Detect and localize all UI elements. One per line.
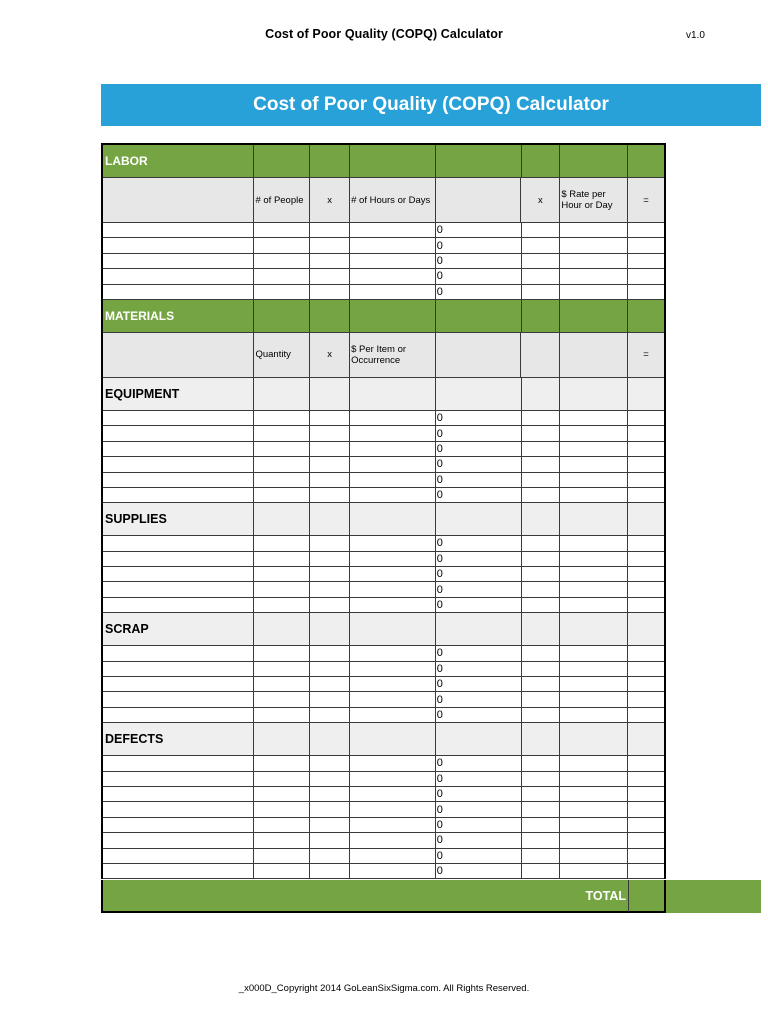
table-row (103, 646, 664, 661)
input-cell[interactable] (628, 833, 664, 847)
input-cell[interactable] (310, 692, 350, 706)
quantity-column-header: Quantity (254, 333, 310, 377)
input-cell[interactable] (522, 536, 561, 550)
input-cell[interactable] (522, 426, 561, 440)
input-cell[interactable] (310, 802, 350, 816)
input-cell[interactable] (254, 269, 310, 283)
input-cell[interactable] (350, 772, 436, 786)
input-cell[interactable] (522, 552, 561, 566)
subtotal-cell[interactable]: 0 (436, 552, 522, 566)
input-cell[interactable] (103, 536, 254, 550)
input-cell[interactable] (628, 285, 664, 299)
input-cell[interactable] (310, 457, 350, 471)
input-cell[interactable] (522, 756, 561, 770)
table-row (103, 692, 664, 707)
input-cell[interactable] (310, 772, 350, 786)
input-cell[interactable] (103, 708, 254, 722)
input-cell[interactable] (310, 756, 350, 770)
input-cell[interactable] (254, 442, 310, 456)
input-cell[interactable] (628, 598, 664, 612)
subtotal-cell[interactable]: 0 (436, 692, 522, 706)
input-cell[interactable] (522, 457, 561, 471)
input-cell[interactable] (254, 802, 310, 816)
subtotal-cell[interactable]: 0 (436, 285, 522, 299)
subtotal-cell[interactable]: 0 (436, 677, 522, 691)
input-cell[interactable] (350, 833, 436, 847)
table-row (103, 662, 664, 677)
input-cell[interactable] (103, 677, 254, 691)
input-cell[interactable] (103, 223, 254, 237)
table-row (103, 442, 664, 457)
input-cell[interactable] (254, 833, 310, 847)
subtotal-cell[interactable]: 0 (436, 818, 522, 832)
input-cell[interactable] (350, 802, 436, 816)
input-cell[interactable] (254, 787, 310, 801)
input-cell[interactable] (350, 285, 436, 299)
table-row (103, 269, 664, 284)
input-cell[interactable] (254, 646, 310, 660)
input-cell[interactable] (310, 582, 350, 596)
total-value-cell[interactable] (628, 880, 666, 913)
labor-header-row (103, 145, 664, 178)
input-cell[interactable] (522, 692, 561, 706)
input-cell[interactable] (560, 488, 628, 502)
subtotal-cell[interactable]: 0 (436, 426, 522, 440)
input-cell[interactable] (254, 582, 310, 596)
table-row (103, 457, 664, 472)
input-cell[interactable] (560, 552, 628, 566)
input-cell[interactable] (254, 662, 310, 676)
input-cell[interactable] (560, 662, 628, 676)
input-cell[interactable] (310, 787, 350, 801)
input-cell[interactable] (310, 536, 350, 550)
table-row (103, 411, 664, 426)
input-cell[interactable] (350, 411, 436, 425)
input-cell[interactable] (310, 849, 350, 863)
input-cell[interactable] (103, 442, 254, 456)
input-cell[interactable] (522, 646, 561, 660)
input-cell[interactable] (560, 772, 628, 786)
subtotal-cell[interactable]: 0 (436, 442, 522, 456)
subtotal-cell[interactable]: 0 (436, 787, 522, 801)
subtotal-cell[interactable]: 0 (436, 457, 522, 471)
input-cell[interactable] (254, 772, 310, 786)
section-header-equipment (103, 378, 664, 411)
subtotal-cell[interactable]: 0 (436, 269, 522, 283)
input-cell[interactable] (350, 692, 436, 706)
multiply-sign: x (310, 178, 350, 222)
input-cell[interactable] (350, 536, 436, 550)
input-cell[interactable] (560, 457, 628, 471)
input-cell[interactable] (103, 772, 254, 786)
input-cell[interactable] (254, 692, 310, 706)
table-row (103, 677, 664, 692)
subtotal-cell[interactable]: 0 (436, 254, 522, 268)
banner-title: Cost of Poor Quality (COPQ) Calculator (253, 94, 609, 115)
subtotal-cell[interactable]: 0 (436, 772, 522, 786)
input-cell[interactable] (628, 692, 664, 706)
input-cell[interactable] (310, 442, 350, 456)
input-cell[interactable] (628, 662, 664, 676)
input-cell[interactable] (628, 473, 664, 487)
input-cell[interactable] (522, 802, 561, 816)
subtotal-cell[interactable]: 0 (436, 802, 522, 816)
input-cell[interactable] (103, 582, 254, 596)
input-cell[interactable] (560, 756, 628, 770)
input-cell[interactable] (522, 285, 561, 299)
input-cell[interactable] (310, 552, 350, 566)
input-cell[interactable] (310, 411, 350, 425)
input-cell[interactable] (254, 864, 310, 878)
input-cell[interactable] (522, 598, 561, 612)
input-cell[interactable] (560, 598, 628, 612)
table-row (103, 818, 664, 833)
input-cell[interactable] (103, 818, 254, 832)
subtotal-cell[interactable]: 0 (436, 411, 522, 425)
input-cell[interactable] (522, 473, 561, 487)
per-item-column-header: $ Per Item or Occurrence (350, 333, 436, 377)
input-cell[interactable] (254, 818, 310, 832)
input-cell[interactable] (350, 662, 436, 676)
table-row (103, 426, 664, 441)
input-cell[interactable] (628, 646, 664, 660)
input-cell[interactable] (254, 536, 310, 550)
input-cell[interactable] (350, 849, 436, 863)
input-cell[interactable] (310, 677, 350, 691)
input-cell[interactable] (560, 864, 628, 878)
subtotal-cell[interactable]: 0 (436, 662, 522, 676)
total-row (101, 880, 761, 913)
input-cell[interactable] (628, 567, 664, 581)
input-cell[interactable] (103, 692, 254, 706)
input-cell[interactable] (560, 708, 628, 722)
input-cell[interactable] (310, 708, 350, 722)
input-cell[interactable] (628, 488, 664, 502)
input-cell[interactable] (522, 833, 561, 847)
table-row (103, 598, 664, 613)
table-row (103, 772, 664, 787)
subtotal-cell[interactable]: 0 (436, 238, 522, 252)
input-cell[interactable] (560, 582, 628, 596)
table-row (103, 223, 664, 238)
input-cell[interactable] (560, 269, 628, 283)
table-row (103, 787, 664, 802)
materials-label: MATERIALS (103, 300, 254, 332)
input-cell[interactable] (310, 646, 350, 660)
table-row (103, 582, 664, 597)
input-cell[interactable] (254, 488, 310, 502)
subtotal-cell[interactable]: 0 (436, 708, 522, 722)
input-cell[interactable] (350, 426, 436, 440)
input-cell[interactable] (628, 536, 664, 550)
input-cell[interactable] (254, 708, 310, 722)
input-cell[interactable] (522, 269, 561, 283)
input-cell[interactable] (350, 457, 436, 471)
subtotal-cell[interactable]: 0 (436, 864, 522, 878)
input-cell[interactable] (350, 223, 436, 237)
input-cell[interactable] (628, 582, 664, 596)
table-row (103, 254, 664, 269)
input-cell[interactable] (560, 238, 628, 252)
materials-column-headers (103, 333, 664, 378)
input-cell[interactable] (560, 411, 628, 425)
input-cell[interactable] (103, 567, 254, 581)
input-cell[interactable] (522, 849, 561, 863)
page-title: Cost of Poor Quality (COPQ) Calculator (265, 27, 503, 41)
input-cell[interactable] (350, 708, 436, 722)
input-cell[interactable] (103, 802, 254, 816)
table-row (103, 756, 664, 771)
table-row (103, 285, 664, 300)
input-cell[interactable] (350, 787, 436, 801)
subtotal-cell[interactable]: 0 (436, 646, 522, 660)
input-cell[interactable] (310, 864, 350, 878)
input-cell[interactable] (560, 692, 628, 706)
input-cell[interactable] (560, 285, 628, 299)
input-cell[interactable] (103, 787, 254, 801)
input-cell[interactable] (310, 818, 350, 832)
input-cell[interactable] (254, 411, 310, 425)
input-cell[interactable] (254, 285, 310, 299)
input-cell[interactable] (628, 269, 664, 283)
input-cell[interactable] (350, 818, 436, 832)
rate-column-header: $ Rate per Hour or Day (560, 178, 628, 222)
input-cell[interactable] (103, 488, 254, 502)
input-cell[interactable] (560, 223, 628, 237)
calculator-banner (101, 84, 761, 126)
subtotal-cell[interactable]: 0 (436, 833, 522, 847)
subtotal-cell[interactable]: 0 (436, 598, 522, 612)
input-cell[interactable] (350, 269, 436, 283)
input-cell[interactable] (350, 864, 436, 878)
copq-grid (101, 143, 666, 879)
input-cell[interactable] (103, 646, 254, 660)
subtotal-cell[interactable]: 0 (436, 223, 522, 237)
input-cell[interactable] (254, 473, 310, 487)
input-cell[interactable] (522, 411, 561, 425)
table-row (103, 536, 664, 551)
subtotal-cell[interactable]: 0 (436, 567, 522, 581)
input-cell[interactable] (628, 677, 664, 691)
input-cell[interactable] (522, 442, 561, 456)
input-cell[interactable] (560, 426, 628, 440)
input-cell[interactable] (254, 426, 310, 440)
input-cell[interactable] (254, 457, 310, 471)
input-cell[interactable] (350, 473, 436, 487)
input-cell[interactable] (103, 285, 254, 299)
input-cell[interactable] (350, 238, 436, 252)
subtotal-cell[interactable]: 0 (436, 473, 522, 487)
input-cell[interactable] (522, 488, 561, 502)
subtotal-cell[interactable]: 0 (436, 488, 522, 502)
input-cell[interactable] (522, 818, 561, 832)
input-cell[interactable] (103, 662, 254, 676)
input-cell[interactable] (103, 457, 254, 471)
input-cell[interactable] (628, 426, 664, 440)
input-cell[interactable] (560, 536, 628, 550)
table-row (103, 473, 664, 488)
input-cell[interactable] (254, 223, 310, 237)
input-cell[interactable] (310, 426, 350, 440)
subtotal-cell[interactable]: 0 (436, 536, 522, 550)
multiply-sign: x (521, 178, 560, 222)
input-cell[interactable] (522, 864, 561, 878)
input-cell[interactable] (103, 864, 254, 878)
input-cell[interactable] (628, 457, 664, 471)
input-cell[interactable] (350, 442, 436, 456)
input-cell[interactable] (350, 552, 436, 566)
input-cell[interactable] (103, 269, 254, 283)
input-cell[interactable] (560, 833, 628, 847)
input-cell[interactable] (350, 254, 436, 268)
input-cell[interactable] (254, 756, 310, 770)
input-cell[interactable] (254, 552, 310, 566)
input-cell[interactable] (522, 567, 561, 581)
input-cell[interactable] (254, 254, 310, 268)
section-label: EQUIPMENT (103, 378, 254, 410)
input-cell[interactable] (560, 646, 628, 660)
input-cell[interactable] (103, 598, 254, 612)
input-cell[interactable] (560, 442, 628, 456)
input-cell[interactable] (628, 787, 664, 801)
section-label: SCRAP (103, 613, 254, 645)
input-cell[interactable] (310, 285, 350, 299)
input-cell[interactable] (560, 567, 628, 581)
input-cell[interactable] (350, 488, 436, 502)
materials-header-row (103, 300, 664, 333)
hours-column-header: # of Hours or Days (350, 178, 436, 222)
input-cell[interactable] (628, 864, 664, 878)
people-column-header: # of People (254, 178, 310, 222)
input-cell[interactable] (522, 787, 561, 801)
input-cell[interactable] (560, 849, 628, 863)
input-cell[interactable] (522, 662, 561, 676)
table-row (103, 488, 664, 503)
input-cell[interactable] (310, 269, 350, 283)
table-row (103, 708, 664, 723)
input-cell[interactable] (560, 802, 628, 816)
input-cell[interactable] (310, 662, 350, 676)
input-cell[interactable] (350, 646, 436, 660)
input-cell[interactable] (522, 708, 561, 722)
input-cell[interactable] (560, 787, 628, 801)
section-label: SUPPLIES (103, 503, 254, 535)
input-cell[interactable] (103, 756, 254, 770)
input-cell[interactable] (103, 833, 254, 847)
input-cell[interactable] (628, 552, 664, 566)
section-label: DEFECTS (103, 723, 254, 755)
input-cell[interactable] (628, 756, 664, 770)
input-cell[interactable] (350, 677, 436, 691)
input-cell[interactable] (310, 238, 350, 252)
input-cell[interactable] (350, 756, 436, 770)
input-cell[interactable] (254, 677, 310, 691)
input-cell[interactable] (310, 223, 350, 237)
input-cell[interactable] (103, 411, 254, 425)
input-cell[interactable] (628, 849, 664, 863)
input-cell[interactable] (310, 254, 350, 268)
input-cell[interactable] (560, 473, 628, 487)
input-cell[interactable] (628, 223, 664, 237)
input-cell[interactable] (628, 442, 664, 456)
labor-column-headers (103, 178, 664, 223)
input-cell[interactable] (522, 772, 561, 786)
table-row (103, 864, 664, 879)
input-cell[interactable] (310, 488, 350, 502)
input-cell[interactable] (254, 598, 310, 612)
input-cell[interactable] (628, 411, 664, 425)
subtotal-cell[interactable]: 0 (436, 582, 522, 596)
total-label: TOTAL (101, 880, 628, 913)
table-row (103, 567, 664, 582)
labor-label: LABOR (103, 145, 254, 177)
input-cell[interactable] (310, 598, 350, 612)
input-cell[interactable] (103, 238, 254, 252)
input-cell[interactable] (522, 238, 561, 252)
copyright-footer: _x000D_Copyright 2014 GoLeanSixSigma.com. All Rights Reserved. (238, 983, 530, 994)
input-cell[interactable] (628, 818, 664, 832)
input-cell[interactable] (522, 582, 561, 596)
table-row (103, 802, 664, 817)
section-header-scrap (103, 613, 664, 646)
subtotal-cell[interactable]: 0 (436, 849, 522, 863)
input-cell[interactable] (628, 802, 664, 816)
input-cell[interactable] (103, 849, 254, 863)
input-cell[interactable] (310, 567, 350, 581)
input-cell[interactable] (103, 254, 254, 268)
input-cell[interactable] (310, 833, 350, 847)
table-row (103, 552, 664, 567)
multiply-sign: x (310, 333, 350, 377)
subtotal-cell[interactable]: 0 (436, 756, 522, 770)
input-cell[interactable] (103, 426, 254, 440)
input-cell[interactable] (350, 598, 436, 612)
input-cell[interactable] (254, 238, 310, 252)
input-cell[interactable] (310, 473, 350, 487)
input-cell[interactable] (628, 708, 664, 722)
input-cell[interactable] (560, 818, 628, 832)
input-cell[interactable] (103, 552, 254, 566)
input-cell[interactable] (628, 238, 664, 252)
input-cell[interactable] (628, 254, 664, 268)
equals-sign: = (643, 349, 649, 361)
table-row (103, 238, 664, 253)
input-cell[interactable] (254, 567, 310, 581)
input-cell[interactable] (254, 849, 310, 863)
input-cell[interactable] (560, 677, 628, 691)
version-label: v1.0 (686, 30, 705, 41)
table-row (103, 833, 664, 848)
table-row (103, 849, 664, 864)
input-cell[interactable] (522, 677, 561, 691)
input-cell[interactable] (560, 254, 628, 268)
input-cell[interactable] (522, 254, 561, 268)
input-cell[interactable] (103, 473, 254, 487)
input-cell[interactable] (350, 567, 436, 581)
equals-sign: = (643, 194, 649, 206)
section-header-supplies (103, 503, 664, 536)
input-cell[interactable] (628, 772, 664, 786)
section-header-defects (103, 723, 664, 756)
input-cell[interactable] (350, 582, 436, 596)
input-cell[interactable] (522, 223, 561, 237)
